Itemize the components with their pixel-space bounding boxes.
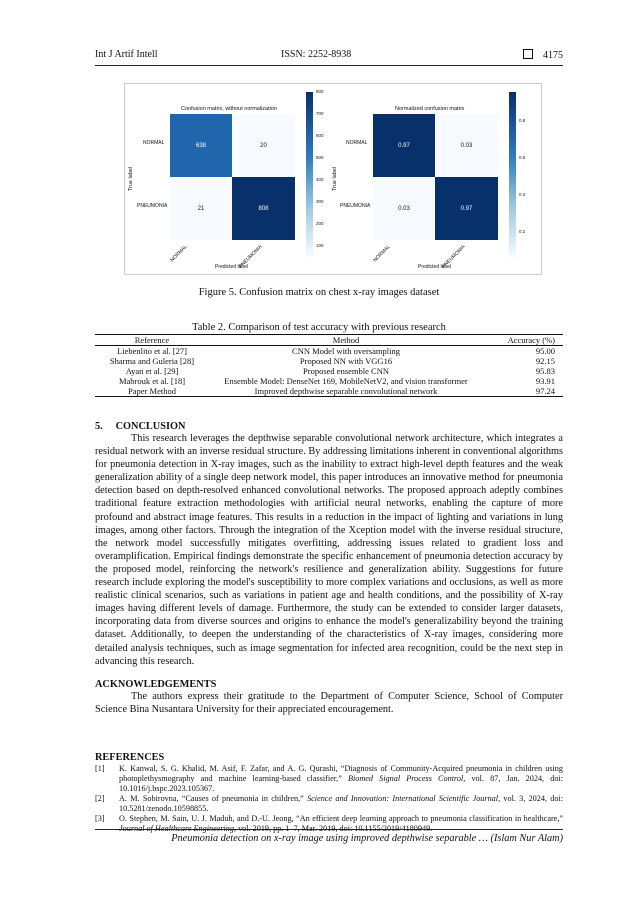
page-number: 4175 (543, 50, 563, 61)
section-heading: REFERENCES (95, 752, 165, 763)
cell-value: 638 (195, 142, 206, 149)
cell-accuracy: 97.24 (535, 386, 555, 396)
right-ylabel: True label (332, 166, 339, 192)
section-heading: 5. CONCLUSION (95, 421, 186, 432)
right-colorbar (509, 92, 516, 257)
right-cell-np (435, 114, 498, 177)
col-header-method: Method (332, 335, 360, 345)
ref-body: O. Stephen, M. Sain, U. J. Maduh, and D.-U. Jeong, “An efficient deep learning approach to pneumonia classification in healthcare,” (119, 814, 563, 823)
cell-value: 0.97 (460, 205, 473, 212)
ref-body: K. Kanwal, S. G. Khalid, M. Asif, F. Zafar, and A. G. Qurashi, “Diagnosis of Community-Acquired pneumonia in children using photoplethysmography and machine learning-based classifier,” (119, 764, 563, 783)
left-cb-tick: 100 (316, 243, 324, 248)
left-cb-tick: 200 (316, 221, 324, 226)
cell-reference: Ayan et al. [29] (125, 366, 179, 376)
right-cell-pp (435, 177, 498, 240)
ref-body: A. M. Sobirovna, “Causes of pneumonia in children,” (119, 794, 308, 803)
section-heading: ACKNOWLEDGEMENTS (95, 679, 217, 690)
cell-value: 0.03 (398, 205, 410, 212)
left-xlabel: Predicted label (215, 264, 249, 270)
ref-number: [3] (95, 814, 105, 823)
cell-value: 21 (197, 205, 205, 212)
left-cb-tick: 800 (316, 89, 324, 94)
left-col-label-pneumonia: PNEUMONIA (237, 244, 264, 270)
table-row (95, 346, 563, 357)
page-number-group (523, 49, 563, 61)
running-header (95, 49, 563, 66)
ref-journal: Biomed Signal Process Control (348, 774, 464, 783)
cell-reference: Liebenlito et al. [27] (117, 346, 187, 356)
confusion-matrix-figure (124, 83, 542, 275)
left-cb-tick: 600 (316, 133, 324, 138)
reference-item (95, 764, 563, 794)
table-row (95, 376, 563, 386)
cell-reference: Paper Method (128, 386, 176, 396)
cell-reference: Mabrouk et al. [18] (118, 376, 186, 386)
cell-accuracy: 95.83 (535, 366, 555, 376)
ref-journal: Journal of Healthcare Engineering (119, 824, 234, 833)
cell-value: 0.03 (460, 142, 473, 149)
running-footer: Pneumonia detection on x-ray image using improved depthwise separable … (Islam Nur Alam) (95, 829, 563, 844)
comparison-table (95, 334, 563, 397)
left-cell-pp (232, 177, 295, 240)
col-header-reference: Reference (134, 335, 170, 345)
table-row (95, 366, 563, 376)
right-cb-tick: 0.4 (519, 192, 526, 197)
right-cell-pn (373, 177, 435, 240)
left-colorbar (306, 92, 313, 257)
right-cb-tick: 0.8 (519, 118, 526, 123)
left-cell-nn-fill (170, 114, 232, 177)
right-col-label-pneumonia: PNEUMONIA (440, 244, 467, 270)
ref-rest: , vol. 3, 2024, doi: 10.5281/zenodo.10598855. (119, 794, 564, 813)
ref-text (119, 794, 563, 814)
right-cb-tick: 0.2 (519, 229, 526, 234)
ref-text (119, 764, 563, 794)
acknowledgements-paragraph: The authors express their gratitude to the Department of Computer Science, School of Computer Science Bina Nusantara University for their appreciated encouragement. (95, 691, 563, 716)
journal-name: Int J Artif Intell (95, 49, 158, 60)
left-cb-tick: 400 (316, 177, 324, 182)
cell-method: Proposed ensemble CNN (303, 366, 389, 376)
left-cb-tick: 300 (316, 199, 324, 204)
right-row-label-normal: NORMAL (346, 140, 368, 146)
ref-rest: , vol. 2019, pp. 1–7, Mar. 2019, doi: 10.1155/2019/4180949. (233, 824, 433, 833)
left-cb-tick: 700 (316, 111, 324, 116)
left-cell-np (232, 114, 295, 177)
left-matrix-title: Confusion matrix, without normalization (181, 106, 277, 112)
left-col-label-normal: NORMAL (169, 244, 189, 264)
left-cb-tick: 500 (316, 155, 324, 160)
table-row (95, 386, 563, 397)
cell-method: Proposed NN with VGG16 (299, 356, 393, 366)
ref-journal: Science and Innovation: International Scientific Journal (307, 794, 499, 803)
cell-accuracy: 95.00 (535, 346, 555, 356)
cell-accuracy: 92.15 (535, 356, 555, 366)
references-section (95, 753, 563, 834)
table-caption: Table 2. Comparison of test accuracy with previous research (192, 322, 446, 333)
right-row-label-pneumonia: PNEUMONIA (340, 203, 371, 209)
right-matrix-title: Normalized confusion matrix (395, 106, 465, 112)
table-row (95, 356, 563, 366)
acknowledgements-section (95, 679, 563, 716)
right-cb-tick: 0.6 (519, 155, 526, 160)
conclusion-paragraph: This research leverages the depthwise separable convolutional network architecture, which integrates a residual network with an inverse residual structure. By addressing limitations inherent in conventional algorithms for pneumonia detection in X-ray images, such as the inability to extract high-level depth features and the weak generalization ability of a single deep network model, this paper introduces an innovative method for pneumonia detection based on depth-resolved enhanced convolutional networks. The proposed approach adeptly combines traditional feature extraction methodologies with artificial neural networks, enabling the capture of more profound and abstract image features. This results in a reduction in the impact of lighting and variations in lung images, among other factors. Through the integration of the Xception model with the inverse residual structure, the network model successfully mitigates overfitting, addressing issues related to gradient loss and overamplification. Empirical findings demonstrate the specific enhancement of pneumonia detection accuracy by the proposed model, reinforcing the network's resilience and generalization ability. Suggestions for future research include exploring the model's susceptibility to more complex variations and occlusions, as well as more realistic clinical scenarios, such as variations in patient age and health conditions, and the possibility of X-ray images having different levels of damage. Furthermore, the study can be extended to consider larger datasets, incorporating data from diverse sources and origins to enhance the model's generalizability beyond the training dataset. Additionally, to deepen the understanding of the characteristics of X-ray images, considering more detailed analysis techniques, such as image segmentation for infected area recognition, could be the next step in advancing this research. (95, 433, 563, 667)
cell-accuracy: 93.91 (535, 376, 555, 386)
right-col-label-normal: NORMAL (372, 244, 392, 264)
reference-item (95, 794, 563, 814)
conclusion-section (95, 421, 563, 668)
cell-method: CNN Model with oversampling (292, 346, 400, 356)
checkbox-icon (523, 49, 533, 59)
cell-method: Ensemble Model: DenseNet 169, MobileNetV2, and vision transformer (224, 376, 468, 386)
figure-caption: Figure 5. Confusion matrix on chest x-ray images dataset (198, 287, 440, 298)
col-header-accuracy: Accuracy (%) (507, 335, 555, 345)
cell-value: 20 (260, 142, 267, 149)
left-row-label-pneumonia: PNEUMONIA (137, 203, 168, 209)
ref-rest: , vol. 87, Jan. 2024, doi: 10.1016/j.bspc.2023.105367. (119, 774, 563, 793)
ref-number: [2] (95, 794, 105, 803)
left-row-label-normal: NORMAL (143, 140, 165, 146)
cell-value: 808 (258, 205, 269, 212)
table-header-row (95, 335, 563, 346)
right-xlabel: Predicted label (418, 264, 452, 270)
left-cell-pn (170, 177, 232, 240)
cell-method: Improved depthwise separable convolutional network (254, 386, 438, 396)
left-ylabel: True label (128, 166, 135, 192)
issn: ISSN: 2252-8938 (281, 49, 352, 60)
right-cell-nn (373, 114, 435, 177)
ref-number: [1] (95, 764, 105, 773)
cell-reference: Sharma and Guleria [28] (109, 356, 195, 366)
cell-value: 0.97 (398, 142, 410, 149)
